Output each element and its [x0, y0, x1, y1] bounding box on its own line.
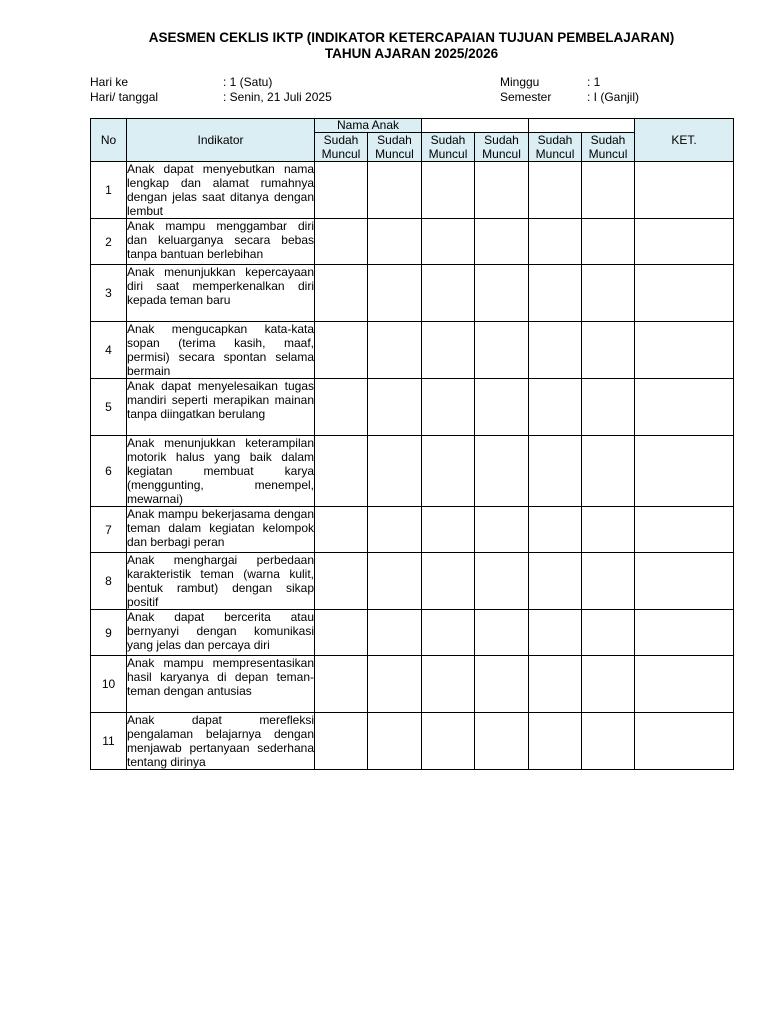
semester-value: : I (Ganjil) [587, 90, 640, 104]
checklist-cell[interactable] [475, 507, 529, 553]
table-row [91, 507, 734, 553]
checklist-cell[interactable] [315, 553, 368, 610]
ket-cell[interactable] [635, 162, 734, 219]
checklist-cell[interactable] [475, 656, 529, 713]
row-number: 9 [91, 610, 127, 656]
checklist-cell[interactable] [582, 219, 635, 265]
checklist-cell[interactable] [422, 610, 475, 656]
checklist-cell[interactable] [582, 379, 635, 436]
hari-tanggal-value: : Senin, 21 Juli 2025 [223, 90, 332, 104]
muncul-label: Muncul [535, 147, 575, 161]
checklist-cell[interactable] [422, 265, 475, 322]
checklist-cell[interactable] [475, 219, 529, 265]
checklist-cell[interactable] [422, 507, 475, 553]
checklist-cell[interactable] [422, 553, 475, 610]
ket-cell[interactable] [635, 713, 734, 770]
checklist-cell[interactable] [368, 507, 422, 553]
checklist-cell[interactable] [529, 436, 582, 507]
table-row [91, 713, 734, 770]
indicator-text: Anak menunjukkan kepercayaan diri saat memperkenalkan diri kepada teman baru [127, 265, 315, 322]
sudah-label: Sudah [484, 133, 519, 147]
ket-cell[interactable] [635, 507, 734, 553]
checklist-cell[interactable] [475, 610, 529, 656]
meta-row-hari-ke [90, 75, 332, 90]
checklist-cell[interactable] [582, 265, 635, 322]
checklist-cell[interactable] [582, 162, 635, 219]
ket-cell[interactable] [635, 553, 734, 610]
checklist-cell[interactable] [475, 322, 529, 379]
checklist-cell[interactable] [529, 162, 582, 219]
header-sudah-muncul [475, 133, 529, 162]
sudah-label: Sudah [537, 133, 573, 147]
checklist-cell[interactable] [582, 507, 635, 553]
row-number: 3 [91, 265, 127, 322]
row-number: 10 [91, 656, 127, 713]
sudah-label: Sudah [430, 133, 466, 147]
checklist-cell[interactable] [315, 322, 368, 379]
indicator-text: Anak dapat menyebutkan nama lengkap dan alamat rumahnya dengan jelas saat ditanya dengan lembut [127, 162, 314, 218]
checklist-cell[interactable] [422, 219, 475, 265]
ket-cell[interactable] [635, 656, 734, 713]
header-nama-blank [422, 119, 529, 133]
row-number: 7 [91, 507, 127, 553]
assessment-table [90, 118, 734, 770]
row-number: 8 [91, 553, 127, 610]
checklist-cell[interactable] [529, 656, 582, 713]
sudah-label: Sudah [377, 133, 412, 147]
checklist-cell[interactable] [529, 219, 582, 265]
checklist-cell[interactable] [368, 379, 422, 436]
muncul-label: Muncul [428, 147, 468, 161]
header-row-1 [91, 119, 734, 133]
checklist-cell[interactable] [315, 379, 368, 436]
checklist-cell[interactable] [422, 379, 475, 436]
table-row [91, 162, 734, 219]
ket-cell[interactable] [635, 436, 734, 507]
document-title [90, 30, 733, 62]
table-row [91, 219, 734, 265]
checklist-cell[interactable] [368, 322, 422, 379]
indicator-text: Anak dapat bercerita atau bernyanyi dengan komunikasi yang jelas dan percaya diri [127, 610, 315, 656]
checklist-cell[interactable] [368, 265, 422, 322]
indicator-text: Anak dapat menyelesaikan tugas mandiri seperti merapikan mainan tanpa diingatkan berulang [127, 379, 315, 436]
checklist-cell[interactable] [315, 219, 368, 265]
checklist-cell[interactable] [529, 553, 582, 610]
checklist-cell[interactable] [529, 610, 582, 656]
checklist-cell[interactable] [315, 610, 368, 656]
table-body [91, 162, 734, 770]
indicator-text: Anak mengucapkan kata-kata sopan (terima kasih, maaf, permisi) secara spontan selama bermain [127, 322, 314, 378]
meta-right [500, 75, 639, 105]
checklist-cell[interactable] [368, 610, 422, 656]
indicator-text: Anak menghargai perbedaan karakteristik teman (warna kulit, bentuk rambut) dengan sikap positif [127, 553, 314, 609]
header-nama-anak: Nama Anak [315, 119, 422, 133]
table-row [91, 265, 734, 322]
checklist-cell[interactable] [582, 436, 635, 507]
checklist-cell[interactable] [368, 162, 422, 219]
semester-label: Semester [500, 90, 552, 104]
checklist-cell[interactable] [529, 379, 582, 436]
checklist-cell[interactable] [529, 507, 582, 553]
checklist-cell[interactable] [422, 162, 475, 219]
meta-row-hari-tanggal [90, 90, 332, 105]
checklist-cell[interactable] [529, 713, 582, 770]
indicator-text: Anak dapat merefleksi pengalaman belajarnya dengan menjawab pertanyaan sederhana tentang dirinya [127, 713, 314, 769]
checklist-cell[interactable] [368, 656, 422, 713]
checklist-cell[interactable] [475, 162, 529, 219]
meta-row-semester [500, 90, 639, 105]
checklist-cell[interactable] [529, 265, 582, 322]
meta-left [90, 75, 332, 105]
header-sudah-muncul [422, 133, 475, 162]
ket-cell[interactable] [635, 219, 734, 265]
table-row [91, 379, 734, 436]
row-number: 5 [91, 379, 127, 436]
meta-row-minggu [500, 75, 639, 90]
hari-ke-value: : 1 (Satu) [223, 75, 273, 89]
checklist-cell[interactable] [582, 656, 635, 713]
title-line-2: TAHUN AJARAN 2025/2026 [324, 46, 499, 61]
checklist-cell[interactable] [475, 265, 529, 322]
ket-cell[interactable] [635, 265, 734, 322]
sudah-label: Sudah [323, 133, 359, 147]
checklist-cell[interactable] [315, 162, 368, 219]
table-row [91, 553, 734, 610]
checklist-cell[interactable] [315, 265, 368, 322]
checklist-cell[interactable] [475, 436, 529, 507]
header-sudah-muncul [529, 133, 582, 162]
checklist-cell[interactable] [368, 436, 422, 507]
row-number: 1 [91, 162, 127, 219]
checklist-cell[interactable] [475, 553, 529, 610]
table-row [91, 322, 734, 379]
checklist-cell[interactable] [315, 436, 368, 507]
header-nama-blank [529, 119, 635, 133]
minggu-label: Minggu [500, 75, 540, 89]
checklist-cell[interactable] [422, 322, 475, 379]
indicator-text: Anak mampu mempresentasikan hasil karyanya di depan teman-teman dengan antusias [127, 656, 315, 713]
checklist-cell[interactable] [582, 610, 635, 656]
checklist-cell[interactable] [582, 553, 635, 610]
ket-cell[interactable] [635, 610, 734, 656]
table-row [91, 656, 734, 713]
checklist-cell[interactable] [315, 507, 368, 553]
muncul-label: Muncul [482, 147, 521, 161]
muncul-label: Muncul [588, 147, 628, 161]
checklist-cell[interactable] [475, 379, 529, 436]
header-indikator: Indikator [127, 119, 315, 162]
checklist-cell[interactable] [582, 713, 635, 770]
checklist-cell[interactable] [368, 219, 422, 265]
checklist-cell[interactable] [422, 713, 475, 770]
header-ket: KET. [635, 119, 734, 162]
row-number: 6 [91, 436, 127, 507]
checklist-cell[interactable] [422, 656, 475, 713]
checklist-cell[interactable] [315, 713, 368, 770]
header-sudah-muncul [582, 133, 635, 162]
header-sudah-muncul [368, 133, 422, 162]
checklist-cell[interactable] [529, 322, 582, 379]
table-row [91, 436, 734, 507]
row-number: 2 [91, 219, 127, 265]
hari-ke-label: Hari ke [90, 75, 129, 89]
header-no: No [91, 119, 127, 162]
checklist-cell[interactable] [315, 656, 368, 713]
row-number: 4 [91, 322, 127, 379]
ket-cell[interactable] [635, 379, 734, 436]
muncul-label: Muncul [321, 147, 361, 161]
checklist-cell[interactable] [368, 553, 422, 610]
checklist-cell[interactable] [475, 713, 529, 770]
indicator-text: Anak mampu bekerjasama dengan teman dalam kegiatan kelompok dan berbagi peran [127, 507, 315, 553]
title-line-1: ASESMEN CEKLIS IKTP (INDIKATOR KETERCAPAIAN TUJUAN PEMBELAJARAN) [148, 30, 675, 45]
checklist-cell[interactable] [422, 436, 475, 507]
hari-tanggal-label: Hari/ tanggal [90, 90, 159, 104]
indicator-text: Anak menunjukkan keterampilan motorik halus yang baik dalam kegiatan membuat karya (menggunting, menempel, mewarnai) [127, 436, 314, 506]
header-sudah-muncul [315, 133, 368, 162]
sudah-label: Sudah [590, 133, 626, 147]
table-row [91, 610, 734, 656]
indicator-text: Anak mampu menggambar diri dan keluarganya secara bebas tanpa bantuan berlebihan [127, 219, 315, 265]
checklist-cell[interactable] [582, 322, 635, 379]
ket-cell[interactable] [635, 322, 734, 379]
checklist-cell[interactable] [368, 713, 422, 770]
minggu-value: : 1 [587, 75, 601, 89]
muncul-label: Muncul [375, 147, 414, 161]
row-number: 11 [91, 713, 127, 770]
